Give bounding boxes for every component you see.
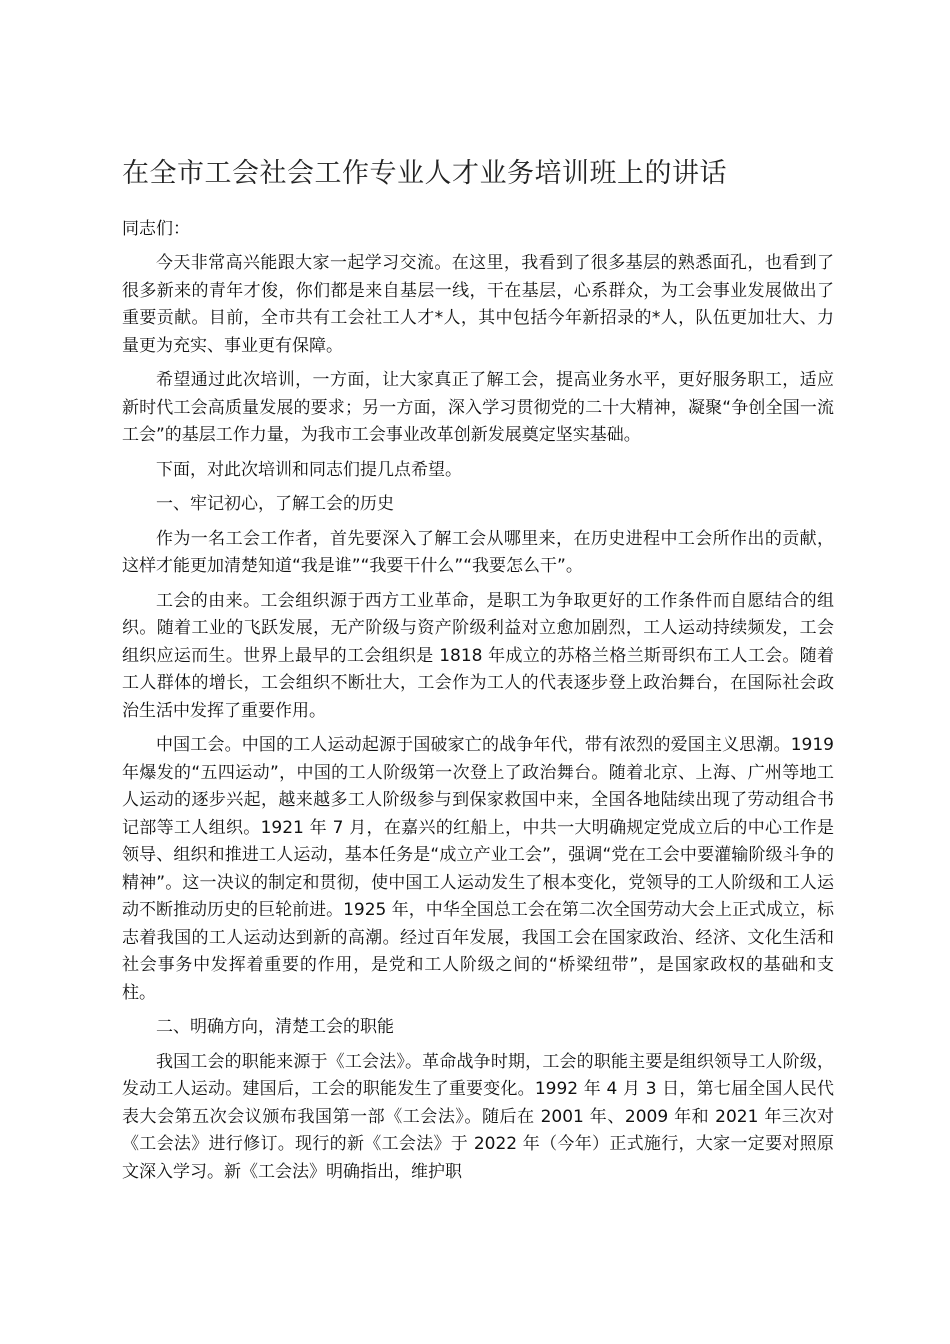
section-heading-2: 二、明确方向，清楚工会的职能: [156, 1017, 394, 1037]
paragraph-intro: 今天非常高兴能跟大家一起学习交流。在这里，我看到了很多基层的熟悉面孔，也看到了很多新来的青年才俊，你们都是来自基层一线，干在基层，心系群众，为工会事业发展做出了重要贡献。目前，全市共有工会社工人才*人，其中包括今年新招录的*人，队伍更加壮大、力量更为充实、事业更有保障。: [122, 253, 834, 356]
section-heading-1: 一、牢记初心，了解工会的历史: [156, 494, 394, 514]
paragraph-training-goals: 希望通过此次培训，一方面，让大家真正了解工会，提高业务水平，更好服务职工，适应新时代工会高质量发展的要求；另一方面，深入学习贯彻党的二十大精神，凝聚“争创全国一流工会”的基层工作力量，为我市工会事业改革创新发展奠定坚实基础。: [122, 370, 834, 445]
document-title: 在全市工会社会工作专业人才业务培训班上的讲话: [122, 158, 727, 189]
salutation: 同志们：: [122, 219, 190, 239]
paragraph-chinese-union: 中国工会。中国的工人运动起源于国破家亡的战争年代，带有浓烈的爱国主义思潮。1919 年爆发的“五四运动”，中国的工人阶级第一次登上了政治舞台。随着北京、上海、广州等地工人运动的逐步兴起，越来越多工人阶级参与到保家救国中来，全国各地陆续出现了劳动组合书记部等工人组织。1921 年 7 月，在嘉兴的红船上，中共一大明确规定党成立后的中心工作是领导、组织和推进工人运动，基本任务是“成立产业工会”，强调“党在工会中要灌输阶级斗争的精神”。这一决议的制定和贯彻，使中国工人运动发生了根本变化，党领导的工人阶级和工人运动不断推动历史的巨轮前进。1925 年，中华全国总工会在第二次全国劳动大会上正式成立，标志着我国的工人运动达到新的高潮。经过百年发展，我国工会在国家政治、经济、文化生活和社会事务中发挥着重要的作用，是党和工人阶级之间的“桥梁纽带”，是国家政权的基础和支柱。: [122, 735, 834, 1003]
paragraph-who-am-i: 作为一名工会工作者，首先要深入了解工会从哪里来，在历史进程中工会所作出的贡献，这样才能更加清楚知道“我是谁”“我要干什么”“我要怎么干”。: [122, 528, 834, 576]
document-body: [122, 152, 834, 1193]
paragraph-union-functions: 我国工会的职能来源于《工会法》。革命战争时期，工会的职能主要是组织领导工人阶级，发动工人运动。建国后，工会的职能发生了重要变化。1992 年 4 月 3 日，第七届全国人民代表大会第五次会议颁布我国第一部《工会法》。随后在 2001 年、2009 年和 2021 年三次对《工会法》进行修订。现行的新《工会法》于 2022 年（今年）正式施行，大家一定要对照原文深入学习。新《工会法》明确指出，维护职: [122, 1051, 834, 1182]
paragraph-union-origin: 工会的由来。工会组织源于西方工业革命，是职工为争取更好的工作条件而自愿结合的组织。随着工业的飞跃发展，无产阶级与资产阶级利益对立愈加剧烈，工人运动持续频发，工会组织应运而生。世界上最早的工会组织是 1818 年成立的苏格兰格兰斯哥织布工人工会。随着工人群体的增长，工会组织不断壮大，工会作为工人的代表逐步登上政治舞台，在国际社会政治生活中发挥了重要作用。: [122, 590, 834, 721]
paragraph-hopes-intro: 下面，对此次培训和同志们提几点希望。: [156, 459, 462, 480]
